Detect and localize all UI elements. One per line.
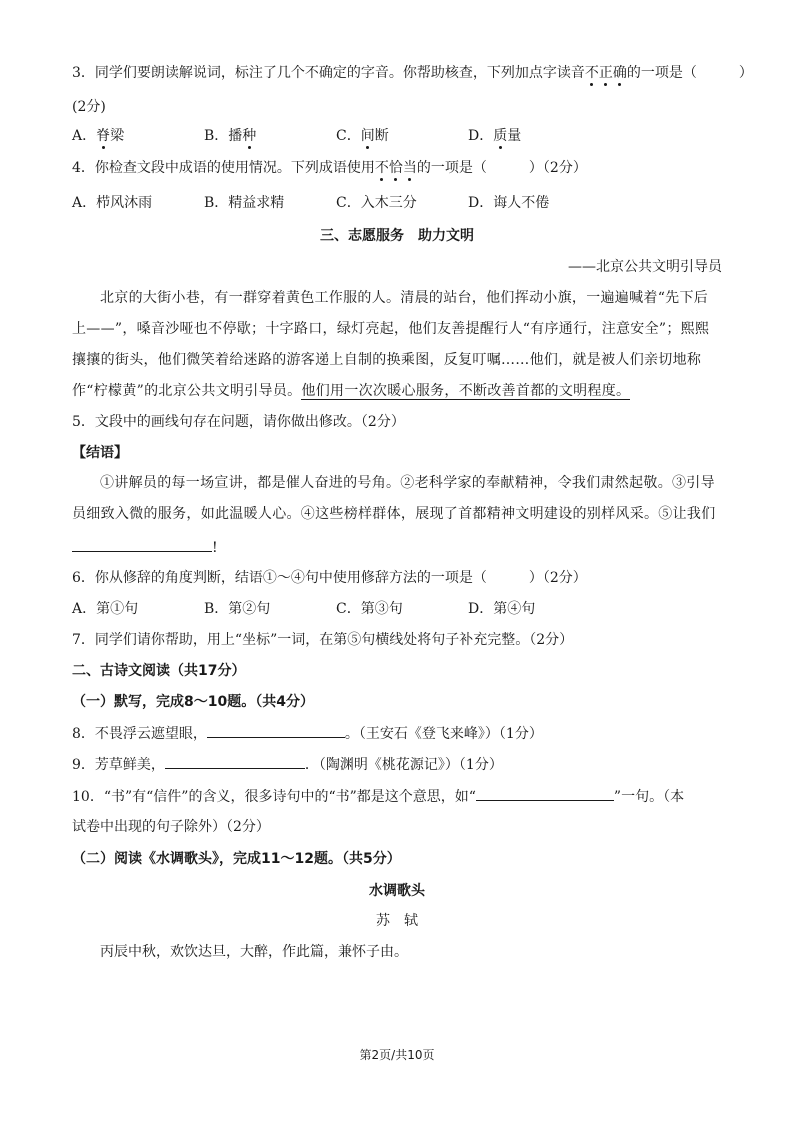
section-3-subtitle: ——北京公共文明引导员 [568, 259, 722, 275]
dotted-char: 当 [402, 160, 417, 176]
q3-option-b[interactable]: B．播种 [204, 128, 257, 144]
dotted-char: 质 [493, 128, 508, 144]
q4-option-a[interactable]: A．栉风沐雨 [72, 195, 153, 211]
poem-title: 水调歌头 [369, 883, 425, 899]
answer-blank[interactable] [476, 785, 614, 801]
q4-option-b[interactable]: B．精益求精 [204, 195, 285, 211]
q3-option-c[interactable]: C．间断 [336, 128, 389, 144]
dotted-char: 间 [360, 128, 375, 144]
dotted-char: 正 [598, 65, 613, 81]
question-9: 9．芳草鲜美， ．（陶渊明《桃花源记》）（1分） [72, 753, 503, 776]
part-2-sub-2: （二）阅读《水调歌头》，完成11～12题。（共5分） [72, 851, 401, 867]
question-5: 5．文段中的画线句存在问题，请你做出修改。（2分） [72, 414, 405, 430]
q6-option-b[interactable]: B．第②句 [204, 601, 271, 617]
part-2-sub-1: （一）默写，完成8～10题。（共4分） [72, 694, 314, 710]
poem-preface: 丙辰中秋，欢饮达旦，大醉，作此篇，兼怀子由。 [100, 944, 408, 960]
dotted-char: 种 [242, 128, 257, 144]
question-10: 10．“书”有“信件”的含义，很多诗句中的“书”都是这个意思，如“ ”一句。（本 [72, 785, 684, 808]
q4-option-c[interactable]: C．入木三分 [336, 195, 417, 211]
underlined-sentence: 他们用一次次暖心服务，不断改善首都的文明程度。 [301, 383, 631, 399]
q3-score: (2分) [72, 99, 106, 115]
dotted-char: 不 [584, 65, 599, 81]
conclusion-label: 【结语】 [72, 445, 128, 461]
q6-option-d[interactable]: D．第④句 [468, 601, 536, 617]
question-7: 7．同学们请你帮助，用上“坐标”一词，在第⑤句横线处将句子补充完整。（2分） [72, 632, 574, 648]
question-4: 4．你检查文段中成语的使用情况。下列成语使用不恰当的一项是（ ）（2分） [72, 160, 587, 176]
dotted-char: 不 [374, 160, 389, 176]
page-footer: 第2页/共10页 [359, 1048, 435, 1062]
poem-author: 苏 轼 [376, 913, 418, 929]
dotted-char: 脊 [96, 128, 111, 144]
part-2-title: 二、古诗文阅读（共17分） [72, 663, 246, 679]
q6-option-a[interactable]: A．第①句 [72, 601, 139, 617]
q3-option-d[interactable]: D．质量 [468, 128, 522, 144]
answer-blank[interactable] [207, 722, 345, 738]
section-3-title: 三、志愿服务 助力文明 [320, 228, 474, 244]
q6-option-c[interactable]: C．第③句 [336, 601, 403, 617]
question-6: 6．你从修辞的角度判断，结语①～④句中使用修辞方法的一项是（ ）（2分） [72, 570, 587, 586]
section-3-passage: 北京的大街小巷，有一群穿着黄色工作服的人。清晨的站台，他们挥动小旗，一遍遍喊着“先下后上——”，嗓音沙哑也不停歇；十字路口，绿灯亮起，他们友善提醒行人“有序通行，注意安全”；熙熙攘攘的街头，他们微笑着给迷路的游客递上自制的换乘图，反复叮嘱……他们，就是被人们亲切地称作“柠檬黄”的北京公共文明引导员。他们用一次次暖心服务，不断改善首都的文明程度。 [72, 290, 710, 399]
dotted-char: 恰 [388, 160, 403, 176]
answer-blank[interactable] [165, 753, 305, 769]
question-10-cont: 试卷中出现的句子除外）（2分） [72, 819, 270, 835]
q3-answer-paren: 的一项是（ ） [626, 65, 753, 81]
q3-option-a[interactable]: A．脊梁 [72, 128, 125, 144]
q3-text: 3．同学们要朗读解说词，标注了几个不确定的字音。你帮助核查，下列加点字读音 [72, 65, 585, 81]
conclusion-passage: ①讲解员的每一场宣讲，都是催人奋进的号角。②老科学家的奉献精神，令我们肃然起敬。③引导员细致入微的服务，如此温暖人心。④这些榜样群体，展现了首都精神文明建设的别样风采。⑤让我们 [72, 475, 716, 522]
dotted-char: 确 [612, 65, 627, 81]
question-8: 8．不畏浮云遮望眼， 。（王安石《登飞来峰》）（1分） [72, 722, 543, 745]
q4-option-d[interactable]: D．诲人不倦 [468, 195, 550, 211]
answer-blank[interactable] [72, 536, 212, 552]
question-3 [72, 62, 753, 84]
conclusion-blank-line: ! [72, 536, 218, 559]
